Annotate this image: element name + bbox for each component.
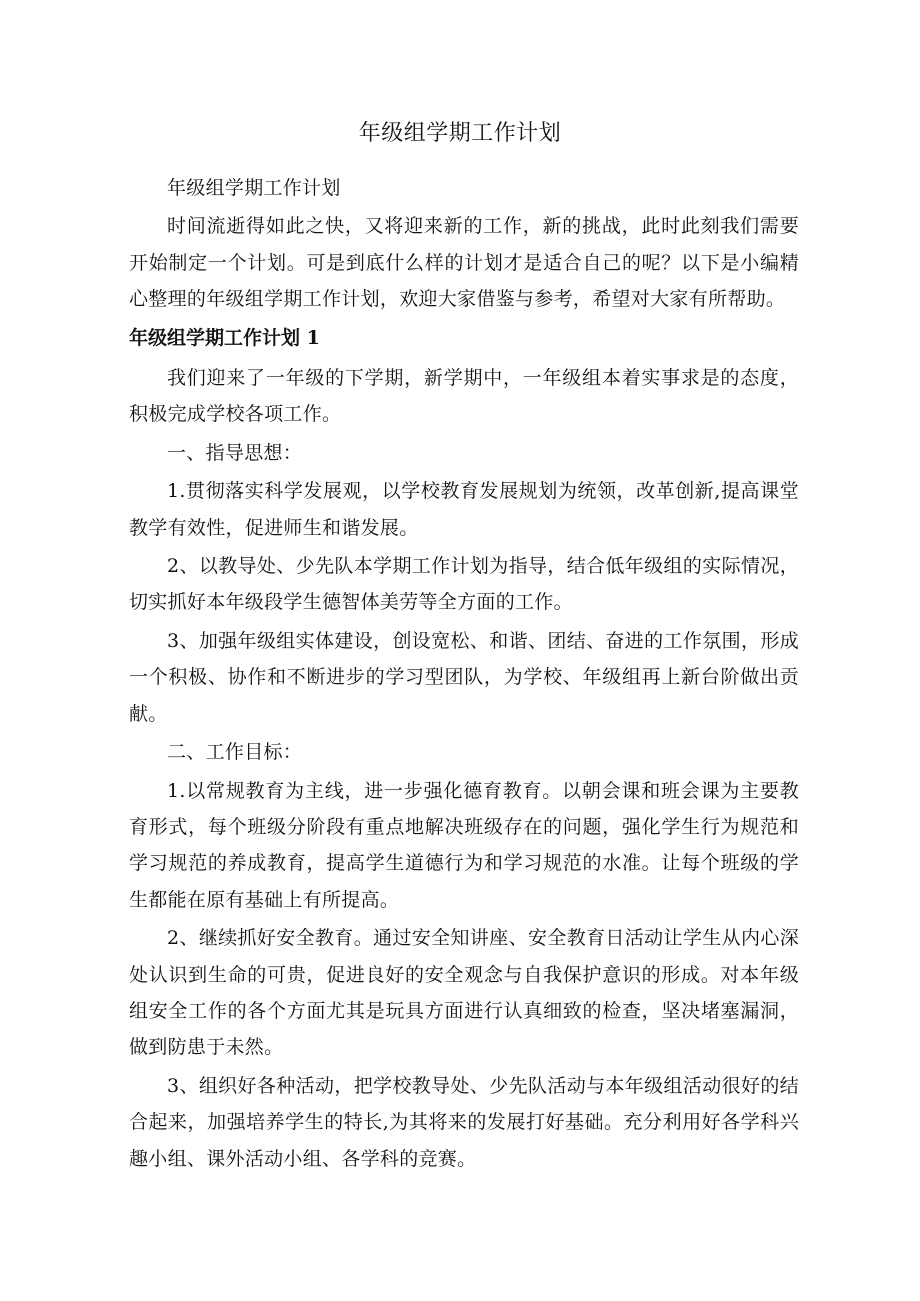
paragraph-goal-1: 1.以常规教育为主线，进一步强化德育教育。以朝会课和班会课为主要教育形式，每个班级分阶段有重点地解决班级存在的问题，强化学生行为规范和学习规范的养成教育，提高学生道德行为和学习规范的水准。让每个班级的学生都能在原有基础上有所提高。 bbox=[129, 779, 799, 911]
paragraph-guiding-1: 1.贯彻落实科学发展观，以学校教育发展规划为统领，改革创新,提高课堂教学有效性，促进师生和谐发展。 bbox=[129, 480, 799, 539]
paragraph-subtitle: 年级组学期工作计划 bbox=[167, 177, 341, 199]
paragraph-intro: 时间流逝得如此之快，又将迎来新的工作，新的挑战，此时此刻我们需要开始制定一个计划。可是到底什么样的计划才是适合自己的呢？以下是小编精心整理的年级组学期工作计划，欢迎大家借鉴与参考，希望对大家有所帮助。 bbox=[129, 215, 799, 311]
paragraph-goal-2: 2、继续抓好安全教育。通过安全知讲座、安全教育日活动让学生从内心深处认识到生命的可贵，促进良好的安全观念与自我保护意识的形成。对本年级组安全工作的各个方面尤其是玩具方面进行认真细致的检查，坚决堵塞漏洞，做到防患于未然。 bbox=[129, 927, 799, 1059]
document-body bbox=[129, 170, 799, 1179]
subheading-work-goals: 二、工作目标： bbox=[167, 741, 303, 764]
paragraph-guiding-2: 2、以教导处、少先队本学期工作计划为指导，结合低年级组的实际情况，切实抓好本年级段学生德智体美劳等全方面的工作。 bbox=[129, 555, 799, 614]
section-heading: 年级组学期工作计划 1 bbox=[129, 326, 320, 349]
paragraph-guiding-3: 3、加强年级组实体建设，创设宽松、和谐、团结、奋进的工作氛围，形成一个积极、协作和不断进步的学习型团队，为学校、年级组再上新台阶做出贡献。 bbox=[129, 629, 799, 725]
paragraph-overview: 我们迎来了一年级的下学期，新学期中，一年级组本着实事求是的态度，积极完成学校各项工作。 bbox=[129, 367, 799, 426]
document-title: 年级组学期工作计划 bbox=[358, 121, 562, 146]
subheading-guiding-ideas: 一、指导思想： bbox=[167, 441, 303, 464]
paragraph-goal-3: 3、组织好各种活动，把学校教导处、少先队活动与本年级组活动很好的结合起来，加强培养学生的特长,为其将来的发展打好基础。充分利用好各学科兴趣小组、课外活动小组、各学科的竞赛。 bbox=[129, 1074, 799, 1170]
